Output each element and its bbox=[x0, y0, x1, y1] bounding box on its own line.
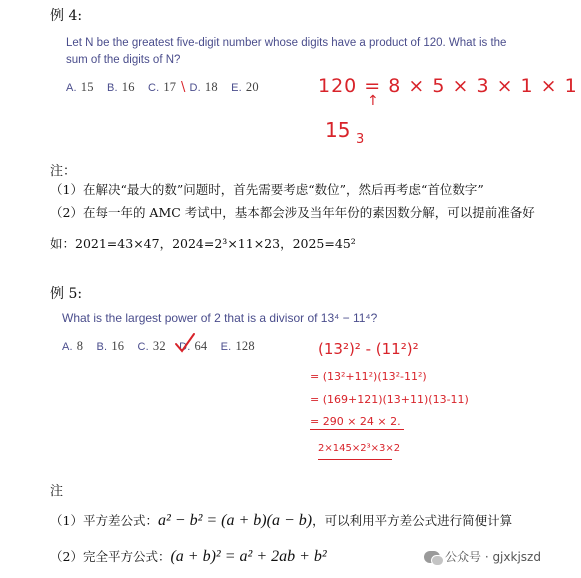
note-2-line1 bbox=[50, 511, 512, 530]
handwriting-step-2: = (13²+11²)(13²-11²) bbox=[310, 370, 427, 383]
choice-value: 20 bbox=[245, 80, 259, 94]
choice-letter: D. bbox=[189, 82, 201, 94]
choice-value: 16 bbox=[111, 339, 125, 353]
choice-value: 64 bbox=[194, 339, 208, 353]
note-1-line1: （1）在解决“最大的数”问题时，首先需要考虑“数位”，然后再考虑“首位数字” bbox=[50, 182, 484, 197]
watermark bbox=[424, 548, 541, 565]
example-4-label: 例 4: bbox=[50, 8, 83, 24]
checkmark-icon bbox=[174, 332, 196, 354]
formula-label: （2）完全平方公式： bbox=[50, 549, 171, 564]
choice-value: 128 bbox=[235, 339, 255, 353]
choice-letter: C. bbox=[147, 82, 160, 94]
watermark-text: 公众号 · gjxkjszd bbox=[445, 550, 541, 564]
example-5-label: 例 5: bbox=[50, 286, 83, 302]
example-4-question-line1: Let N be the greatest five-digit number whose digits have a product of 120. What is the bbox=[66, 37, 507, 49]
handwriting-step-1: (13²)² - (11²)² bbox=[318, 340, 419, 358]
handwriting-note: 3 bbox=[356, 132, 365, 147]
note-1-line2: （2）在每一年的 AMC 考试中，基本都会涉及当年年份的素因数分解，可以提前准备好 bbox=[50, 205, 535, 220]
note-2-line2 bbox=[50, 547, 327, 566]
difference-of-squares-formula: a² − b² = (a + b)(a − b) bbox=[157, 512, 313, 529]
example-4-question-line2: sum of the digits of N? bbox=[66, 54, 181, 66]
choice-letter: E. bbox=[231, 82, 242, 94]
wechat-icon bbox=[424, 551, 440, 563]
note-1-label: 注： bbox=[50, 164, 77, 179]
note-2-label: 注 bbox=[50, 484, 64, 499]
handwriting-step-4: = 290 × 24 × 2. bbox=[310, 415, 401, 428]
handwriting-factorization: 120 = 8 × 5 × 3 × 1 × 1 bbox=[318, 75, 578, 97]
example-4-choices bbox=[66, 80, 269, 95]
choice-letter: E. bbox=[220, 341, 232, 353]
handwriting-answer: 15 bbox=[325, 118, 351, 142]
handwriting-step-3: = (169+121)(13+11)(13-11) bbox=[310, 393, 469, 406]
choice-value: 32 bbox=[152, 339, 166, 353]
choice-letter: D. bbox=[179, 341, 191, 353]
check-mark-icon: \ bbox=[181, 80, 186, 95]
choice-value: 18 bbox=[204, 80, 218, 94]
perfect-square-formula: (a + b)² = a² + 2ab + b² bbox=[170, 548, 327, 565]
handwriting-underline bbox=[310, 429, 404, 430]
choice-letter: A. bbox=[66, 82, 77, 94]
formula-note: ，可以利用平方差公式进行简便计算 bbox=[312, 513, 513, 528]
choice-letter: B. bbox=[106, 82, 118, 94]
note-1-line3: 如：2021=43×47，2024=2³×11×23，2025=45² bbox=[50, 236, 356, 251]
choice-value: 15 bbox=[80, 80, 94, 94]
up-arrow-icon: ↑ bbox=[367, 93, 379, 109]
choice-value: 8 bbox=[76, 339, 84, 353]
choice-value: 16 bbox=[121, 80, 135, 94]
choice-letter: C. bbox=[137, 341, 149, 353]
choice-letter: A. bbox=[62, 341, 73, 353]
choice-value: 17 bbox=[163, 80, 177, 94]
example-5-choices bbox=[62, 339, 265, 354]
choice-letter: B. bbox=[96, 341, 108, 353]
handwriting-step-5: 2×145×2³×3×2 bbox=[318, 443, 401, 454]
handwriting-underline bbox=[318, 459, 392, 460]
formula-label: （1）平方差公式： bbox=[50, 513, 158, 528]
example-5-question: What is the largest power of 2 that is a divisor of 13⁴ − 11⁴? bbox=[62, 311, 378, 325]
